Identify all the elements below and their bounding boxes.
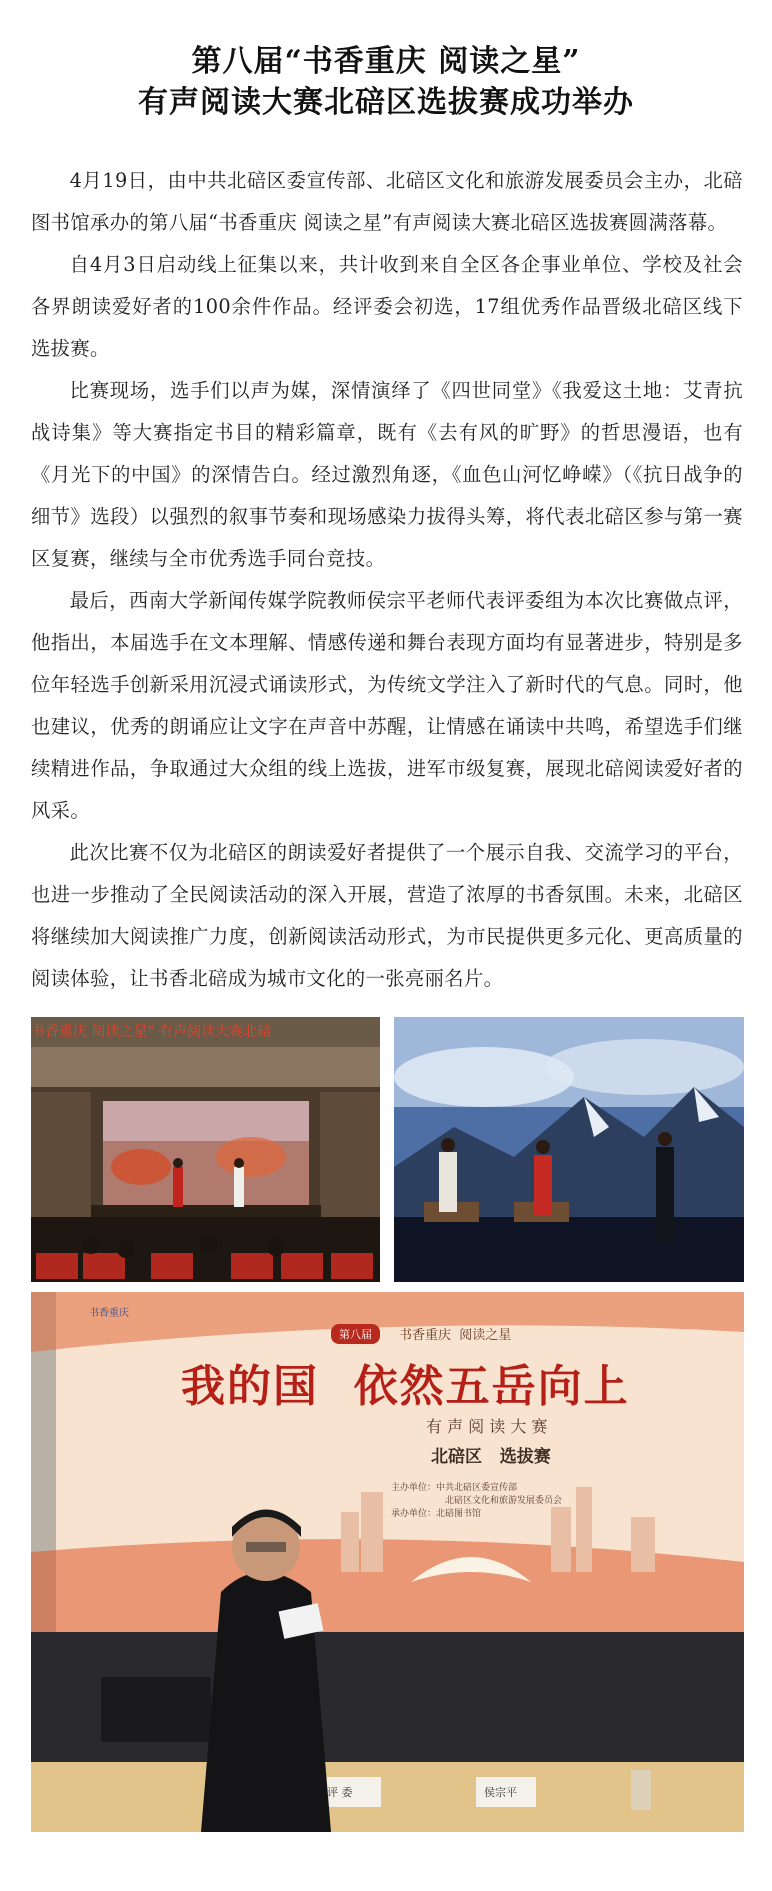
- name-card-judge: 评 委: [327, 1786, 353, 1799]
- logo-text: 书香重庆: [89, 1308, 129, 1319]
- organizer-1: 中共北碚区委宣传部: [436, 1483, 518, 1493]
- host-name: 北碚图书馆: [436, 1509, 482, 1519]
- article-body: [31, 160, 743, 1000]
- photo-stage-wide: [31, 1017, 380, 1282]
- event-name: 有 声 阅 读 大 赛: [426, 1417, 548, 1436]
- organizer-label: 主办单位：: [391, 1483, 437, 1493]
- title-line-1: 第八届“书香重庆 阅读之星”: [191, 44, 581, 79]
- photo-judge-commentary: [31, 1292, 744, 1832]
- stage-banner-text: 书香重庆 阅读之星” 有声阅读大赛北碚: [31, 1024, 272, 1040]
- paragraph-5: 此次比赛不仅为北碚区的朗读爱好者提供了一个展示自我、交流学习的平台，也进一步推动了全民阅读活动的深入开展，营造了浓厚的书香氛围。未来，北碚区将继续加大阅读推广力度，创新阅读活动形式，为市民提供更多元化、更高质量的阅读体验，让书香北碚成为城市文化的一张亮丽名片。: [31, 841, 743, 990]
- photo-performers: [394, 1017, 744, 1282]
- paragraph-2: 自4月3日启动线上征集以来，共计收到来自全区各企事业单位、学校及社会各界朗读爱好者的100余件作品。经评委会初选，17组优秀作品晋级北碚区线下选拔赛。: [31, 253, 743, 360]
- paragraph-3: 比赛现场，选手们以声为媒，深情演绎了《四世同堂》《我爱这土地：艾青抗战诗集》等大赛指定书目的精彩篇章，既有《去有风的旷野》的哲思漫语，也有《月光下的中国》的深情告白。经过激烈角逐，《血色山河忆峥嵘》（《抗日战争的细节》选段）以强烈的叙事节奏和现场感染力拔得头筹，将代表北碚区参与第一赛区复赛，继续与全市优秀选手同台竞技。: [31, 379, 743, 570]
- event-slogan: 我的国 依然五岳向上: [181, 1361, 630, 1412]
- event-subtitle: 书香重庆 阅读之星: [399, 1328, 512, 1343]
- event-badge: 第八届: [331, 1324, 380, 1344]
- title-line-2: 有声阅读大赛北碚区选拔赛成功举办: [138, 85, 634, 120]
- organizer-block: [391, 1482, 562, 1521]
- organizer-2: 北碚区文化和旅游发展委员会: [445, 1496, 563, 1506]
- host-label: 承办单位：: [391, 1509, 437, 1519]
- event-district: 北碚区 选拔赛: [431, 1447, 551, 1467]
- paragraph-1: 4月19日，由中共北碚区委宣传部、北碚区文化和旅游发展委员会主办，北碚图书馆承办的第八届“书香重庆 阅读之星”有声阅读大赛北碚区选拔赛圆满落幕。: [31, 169, 743, 234]
- name-card-name: 侯宗平: [484, 1786, 517, 1799]
- paragraph-4: 最后，西南大学新闻传媒学院教师侯宗平老师代表评委组为本次比赛做点评，他指出，本届选手在文本理解、情感传递和舞台表现方面均有显著进步，特别是多位年轻选手创新采用沉浸式诵读形式，为传统文学注入了新时代的气息。同时，他也建议，优秀的朗诵应让文字在声音中苏醒，让情感在诵读中共鸣，希望选手们继续精进作品，争取通过大众组的线上选拔，进军市级复赛，展现北碚阅读爱好者的风采。: [31, 589, 743, 822]
